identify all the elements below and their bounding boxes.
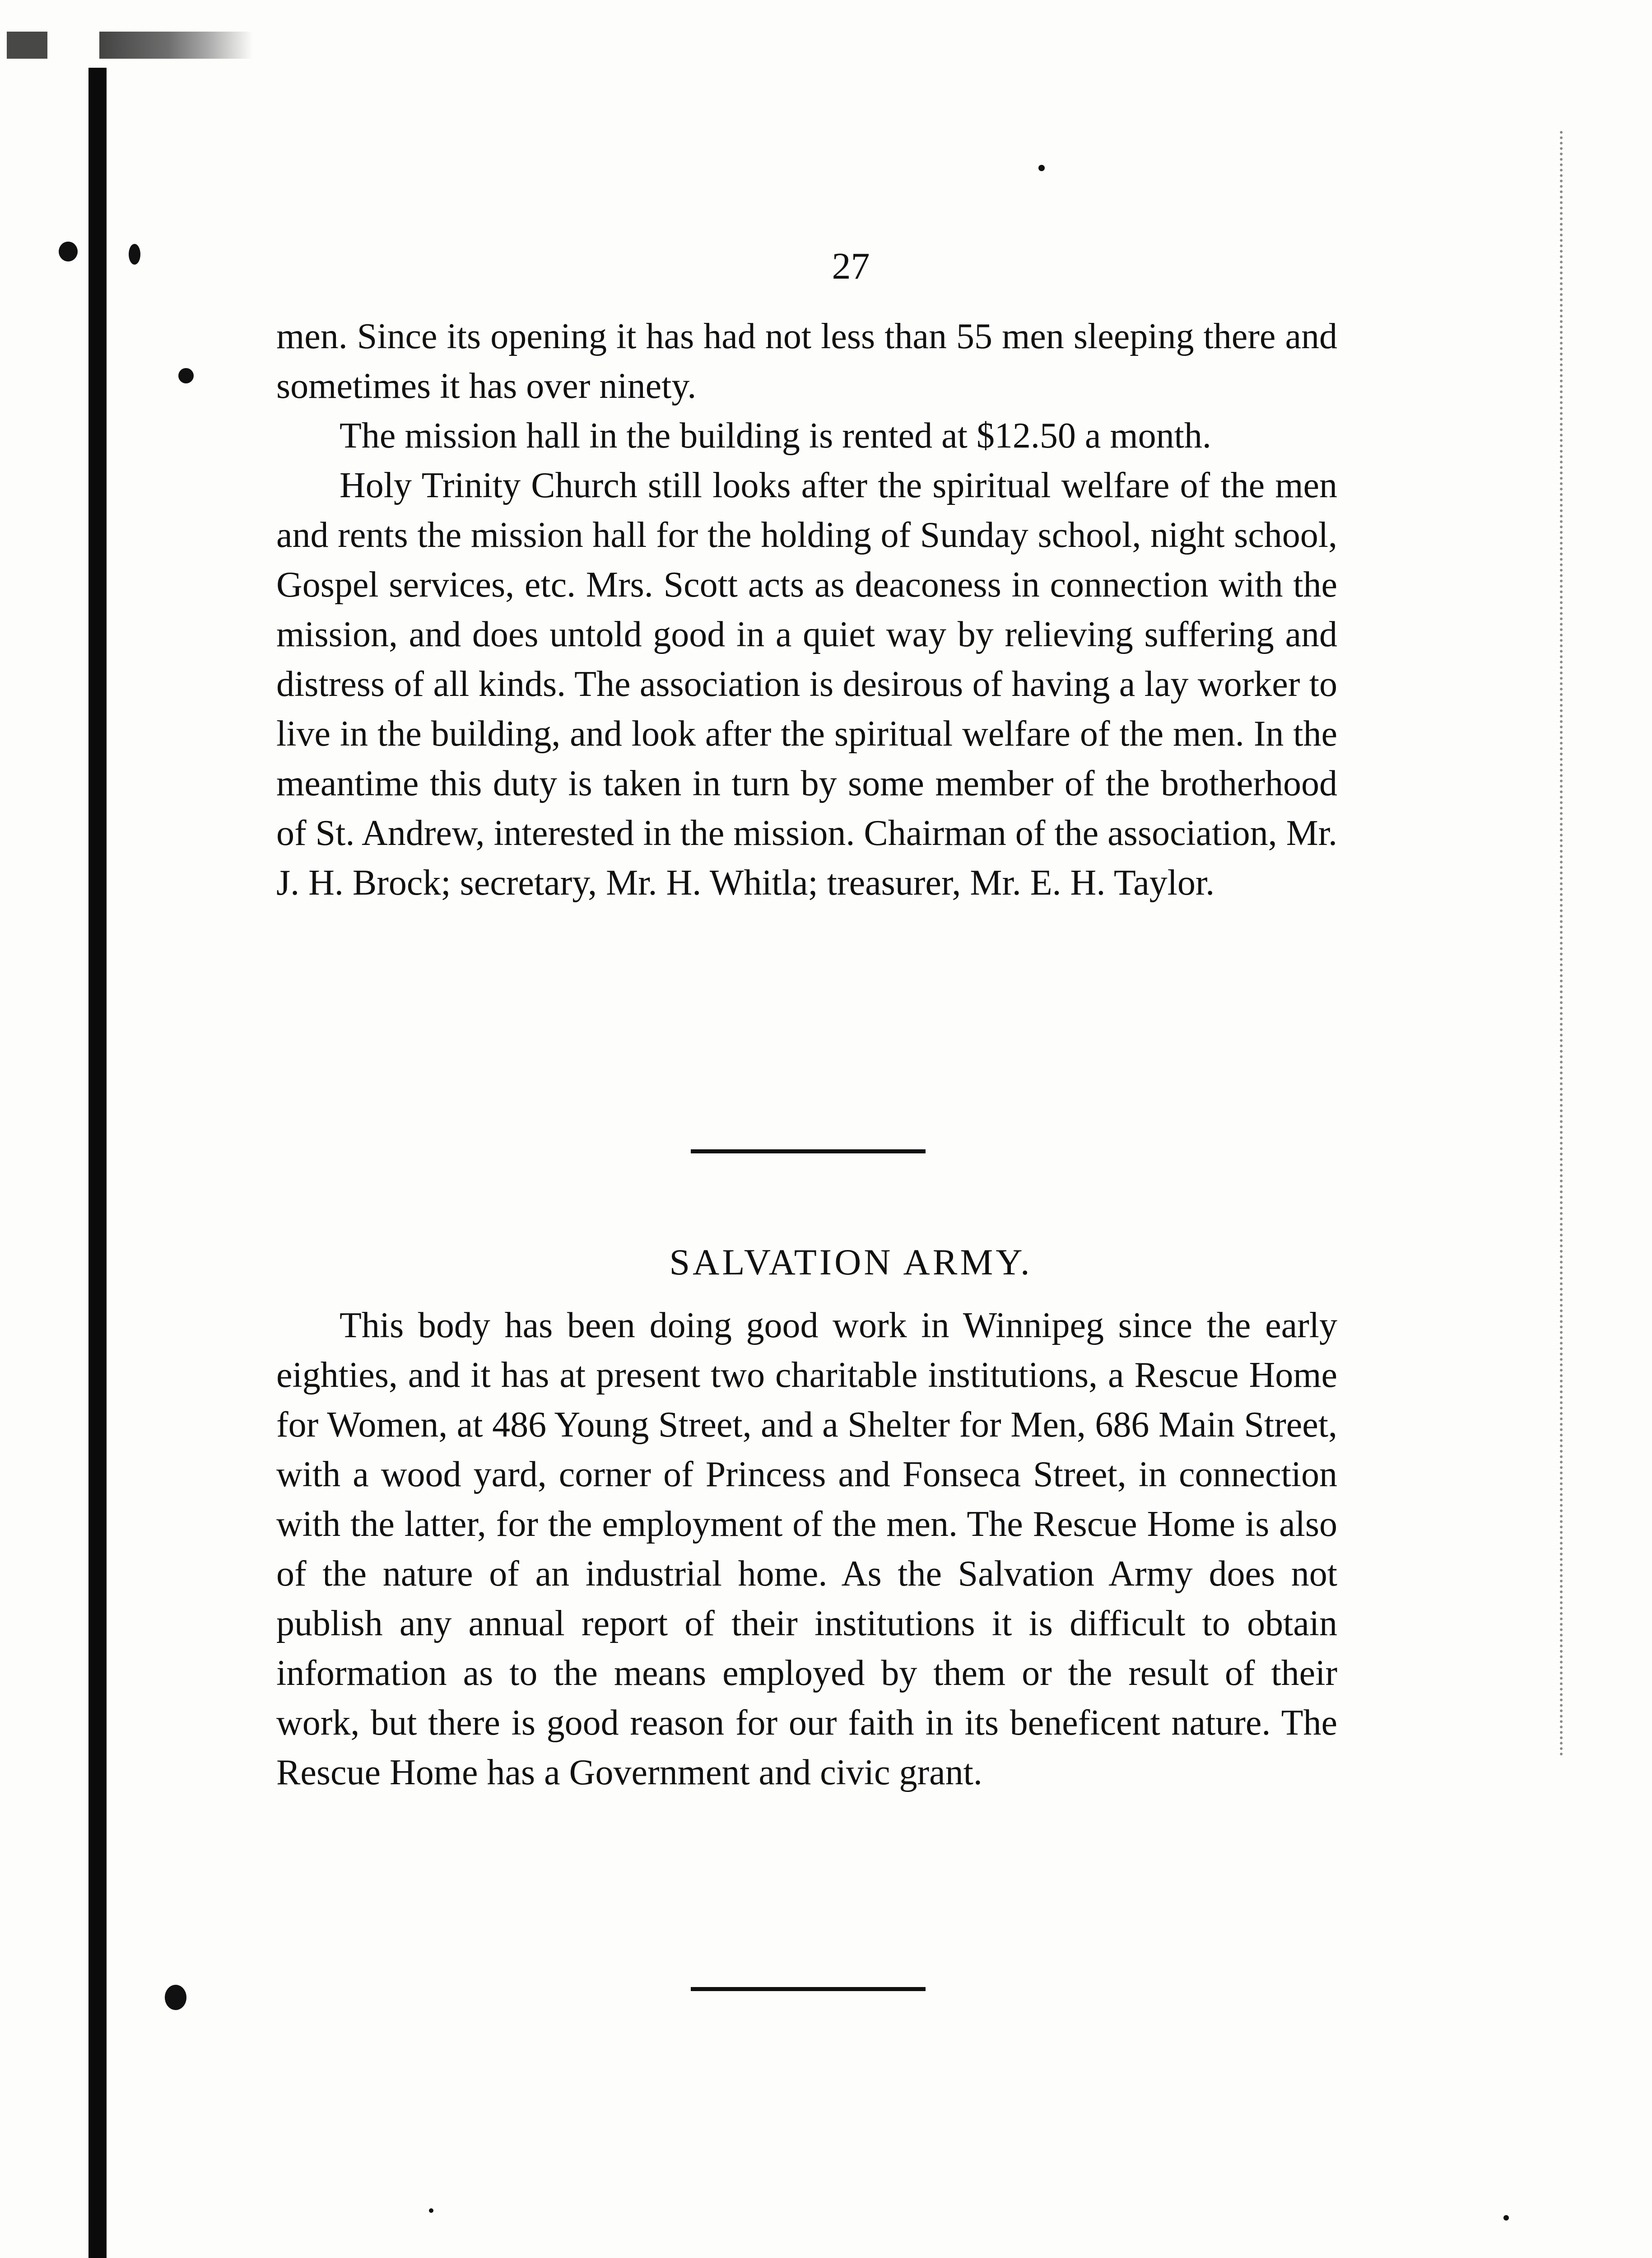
ink-speck	[429, 2208, 433, 2213]
right-page-edge	[1560, 131, 1566, 1757]
page-number: 27	[832, 245, 870, 287]
end-divider	[691, 1987, 926, 1991]
ink-speck	[1503, 2215, 1509, 2221]
scan-corner-mark	[7, 32, 47, 59]
paragraph-salvation-army: This body has been doing good work in Winnipeg since the early eighties, and it has at present two charitable institutions, a Rescue Home for Women, at 486 Young Street, and a Shelter for Men, 686 Main Street, with a wood yard, corner of Princess and Fonseca Street, in connection with the latter, for the employment of the men. The Rescue Home is also of the nature of an industrial home. As the Salvation Army does not publish any annual report of their institutions it is difficult to obtain information as to the means employed by them or the result of their work, but there is good reason for our faith in its beneficent nature. The Rescue Home has a Government and civic grant.	[276, 1306, 1337, 1792]
binding-edge	[88, 68, 107, 2258]
section-heading-salvation-army: SALVATION ARMY.	[669, 1241, 1033, 1283]
section-divider	[691, 1149, 926, 1153]
ink-speck	[178, 368, 194, 383]
ink-speck	[165, 1985, 186, 2010]
paragraph-men-sleeping: men. Since its opening it has had not less than 55 men sleeping there and sometimes it has over ninety.	[276, 317, 1337, 406]
binding-top-smudge	[99, 32, 253, 59]
ink-speck	[1038, 165, 1045, 171]
continued-section	[276, 312, 1337, 908]
paragraph-holy-trinity-church: Holy Trinity Church still looks after the spiritual welfare of the men and rents the mission hall for the holding of Sunday school, night school, Gospel services, etc. Mrs. Scott acts as deaconess in connection with the mission, and does untold good in a quiet way by relieving suffering and distress of all kinds. The association is desirous of having a lay worker to live in the building, and look after the spiritual welfare of the men. In the meantime this duty is taken in turn by some member of the brotherhood of St. Andrew, interested in the mission. Chairman of the association, Mr. J. H. Brock; secretary, Mr. H. Whitla; treasurer, Mr. E. H. Taylor.	[276, 466, 1337, 903]
salvation-army-section	[276, 1301, 1337, 1797]
paragraph-mission-hall-rent: The mission hall in the building is rented at $12.50 a month.	[340, 416, 1211, 456]
